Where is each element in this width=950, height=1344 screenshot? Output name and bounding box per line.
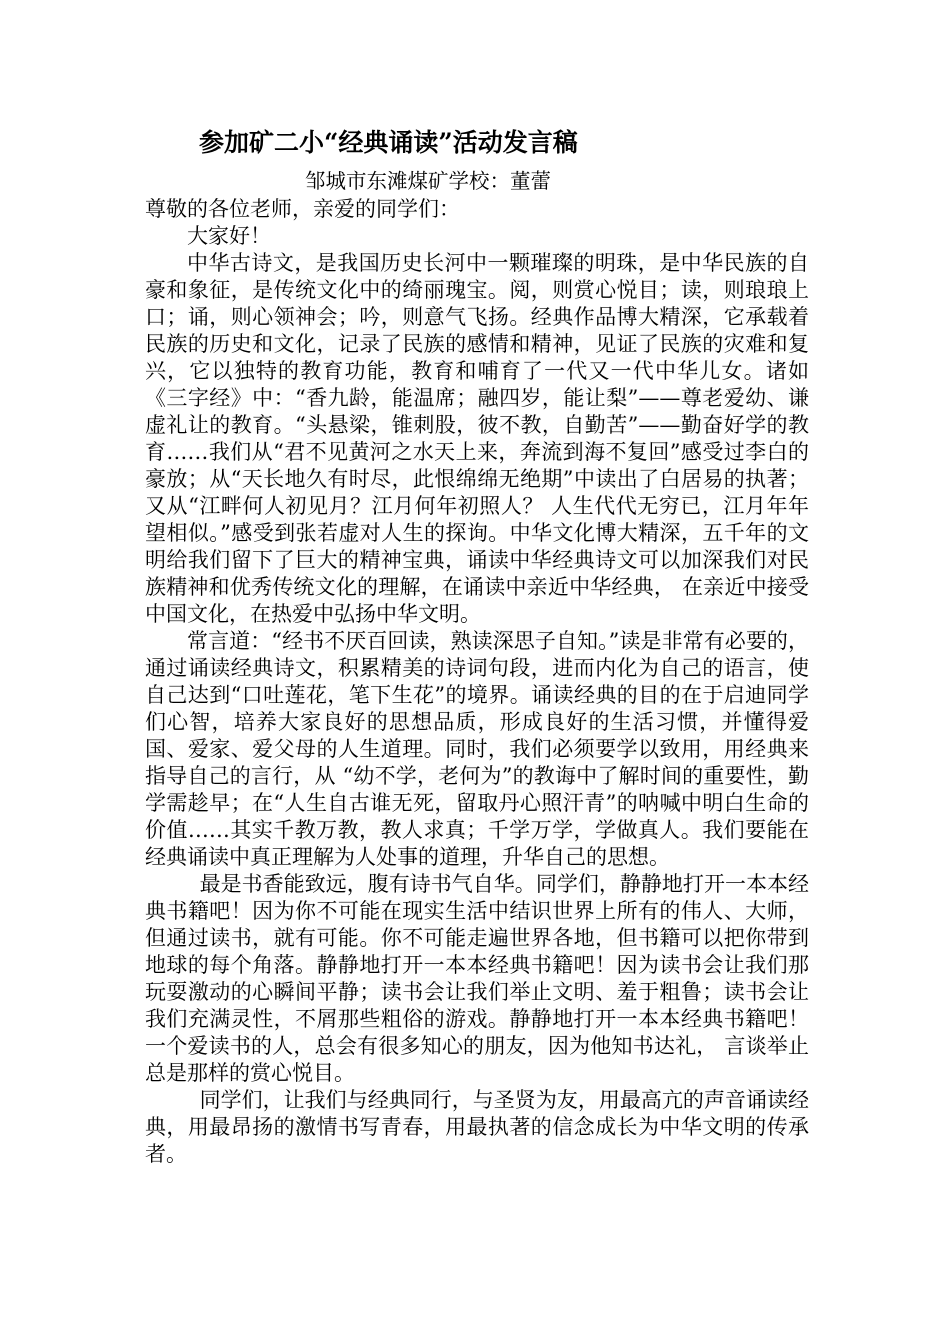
greeting: 大家好！	[187, 224, 271, 248]
paragraph-1: 中华古诗文，是我国历史长河中一颗璀璨的明珠，是中华民族的自豪和象征，是传统文化中的绮丽瑰宝。阅，则赏心悦目；读，则琅琅上口；诵，则心领神会；吟，则意气飞扬。经典作品博大精深，它承载着民族的历史和文化，记录了民族的感情和精神，见证了民族的灾难和复兴，它以独特的教育功能，教育和哺育了一代又一代中华儿女。诸如《三字经》中：“香九龄，能温席；融四岁，能让梨”——尊老爱幼、谦虚礼让的教育。“头悬梁，锥刺股，彼不教，自勤苦”——勤奋好学的教育……我们从“君不见黄河之水天上来，奔流到海不复回”感受过李白的豪放；从“天长地久有时尽，此恨绵绵无绝期”中读出了白居易的执著； 又从“江畔何人初见月？江月何年初照人？ 人生代代无穷已，江月年年望相似。”感受到张若虚对人生的探询。中华文化博大精深，五千年的文明给我们留下了巨大的精神宝典，诵读中华经典诗文可以加深我们对民族精神和优秀传统文化的理解，在诵读中亲近中华经典， 在亲近中接受中国文化，在热爱中弘扬中华文明。	[145, 251, 809, 626]
paragraph-2: 常言道：“经书不厌百回读，熟读深思子自知。”读是非常有必要的，通过诵读经典诗文，积累精美的诗词句段，进而内化为自己的语言，使自己达到“口吐莲花，笔下生花”的境界。诵读经典的目的在于启迪同学们心智，培养大家良好的思想品质，形成良好的生活习惯，并懂得爱国、爱家、爱父母的人生道理。同时，我们必须要学以致用，用经典来指导自己的言行，从 “幼不学，老何为”的教诲中了解时间的重要性，勤学需趁早；在“人生自古谁无死，留取丹心照汗青”的呐喊中明白生命的价值……其实千教万教，教人求真；千学万学，学做真人。我们要能在经典诵读中真正理解为人处事的道理，升华自己的思想。	[145, 629, 809, 869]
paragraph-3: 最是书香能致远，腹有诗书气自华。同学们，静静地打开一本本经典书籍吧！因为你不可能在现实生活中结识世界上所有的伟人、大师，但通过读书，就有可能。你不可能走遍世界各地，但书籍可以把你带到地球的每个角落。静静地打开一本本经典书籍吧！因为读书会让我们那玩耍激动的心瞬间平静；读书会让我们举止文明、羞于粗鲁；读书会让我们充满灵性，不屑那些粗俗的游戏。静静地打开一本本经典书籍吧！一个爱读书的人，总会有很多知心的朋友，因为他知书达礼， 言谈举止总是那样的赏心悦目。	[145, 872, 809, 1085]
author-line: 邹城市东滩煤矿学校：董蕾	[305, 169, 551, 193]
document-page	[145, 128, 809, 1168]
document-title: 参加矿二小“经典诵读”活动发言稿	[199, 128, 578, 157]
paragraph-4: 同学们，让我们与经典同行，与圣贤为友，用最高亢的声音诵读经典，用最昂扬的激情书写青春，用最执著的信念成长为中华文明的传承者。	[145, 1088, 809, 1166]
salutation: 尊敬的各位老师，亲爱的同学们：	[145, 197, 460, 221]
